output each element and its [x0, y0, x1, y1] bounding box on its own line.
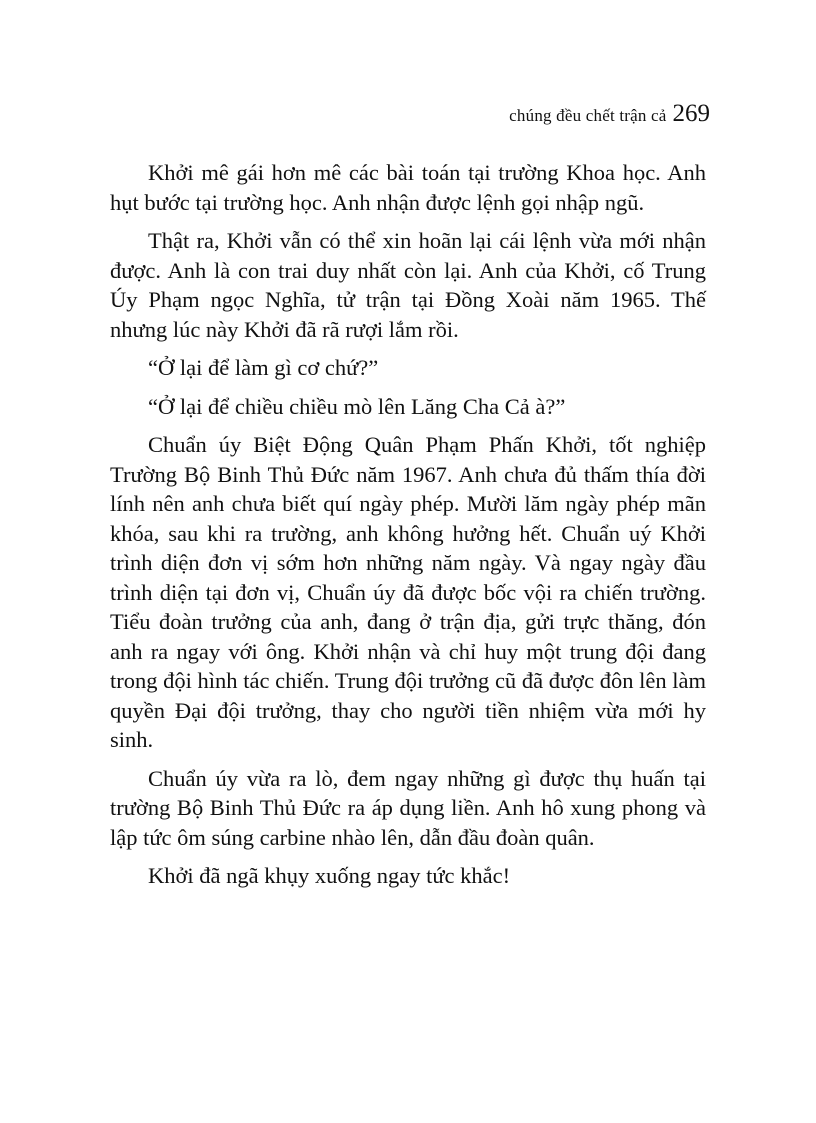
page-number: 269: [672, 100, 710, 127]
paragraph: Chuẩn úy Biệt Động Quân Phạm Phấn Khởi, tốt nghiệp Trường Bộ Binh Thủ Đức năm 1967. Anh chưa đủ thấm thía đời lính nên anh chưa biết quí ngày phép. Mười lăm ngày phép mãn khóa, sau khi ra trường, anh không hưởng hết. Chuẩn uý Khởi trình diện đơn vị sớm hơn những năm ngày. Và ngay ngày đầu trình diện tại đơn vị, Chuẩn úy đã được bốc vội ra chiến trường. Tiểu đoàn trưởng của anh, đang ở trận địa, gửi trực thăng, đón anh ra ngay với ông. Khởi nhận và chỉ huy một trung đội đang trong đội hình tác chiến. Trung đội trưởng cũ đã được đôn lên làm quyền Đại đội trưởng, thay cho người tiền nhiệm vừa mới hy sinh.: [110, 432, 706, 752]
paragraph: Khởi đã ngã khụy xuống ngay tức khắc!: [148, 863, 511, 888]
body-text: [110, 158, 706, 900]
running-title: chúng đều chết trận cả: [509, 106, 667, 125]
paragraph: Khởi mê gái hơn mê các bài toán tại trường Khoa học. Anh hụt bước tại trường học. Anh nhận được lệnh gọi nhập ngũ.: [110, 160, 706, 215]
paragraph: “Ở lại để chiều chiều mò lên Lăng Cha Cả à?”: [148, 393, 566, 419]
paragraph: Chuẩn úy vừa ra lò, đem ngay những gì được thụ huấn tại trường Bộ Binh Thủ Đức ra áp dụng liền. Anh hô xung phong và lập tức ôm súng carbine nhào lên, dẫn đầu đoàn quân.: [110, 765, 706, 850]
paragraph: Thật ra, Khởi vẫn có thể xin hoãn lại cái lệnh vừa mới nhận được. Anh là con trai duy nhất còn lại. Anh của Khởi, cố Trung Úy Phạm ngọc Nghĩa, tử trận tại Đồng Xoài năm 1965. Thế nhưng lúc này Khởi đã rã rượi lắm rồi.: [110, 228, 706, 342]
paragraph: “Ở lại để làm gì cơ chứ?”: [148, 355, 379, 380]
running-header: [330, 100, 710, 128]
